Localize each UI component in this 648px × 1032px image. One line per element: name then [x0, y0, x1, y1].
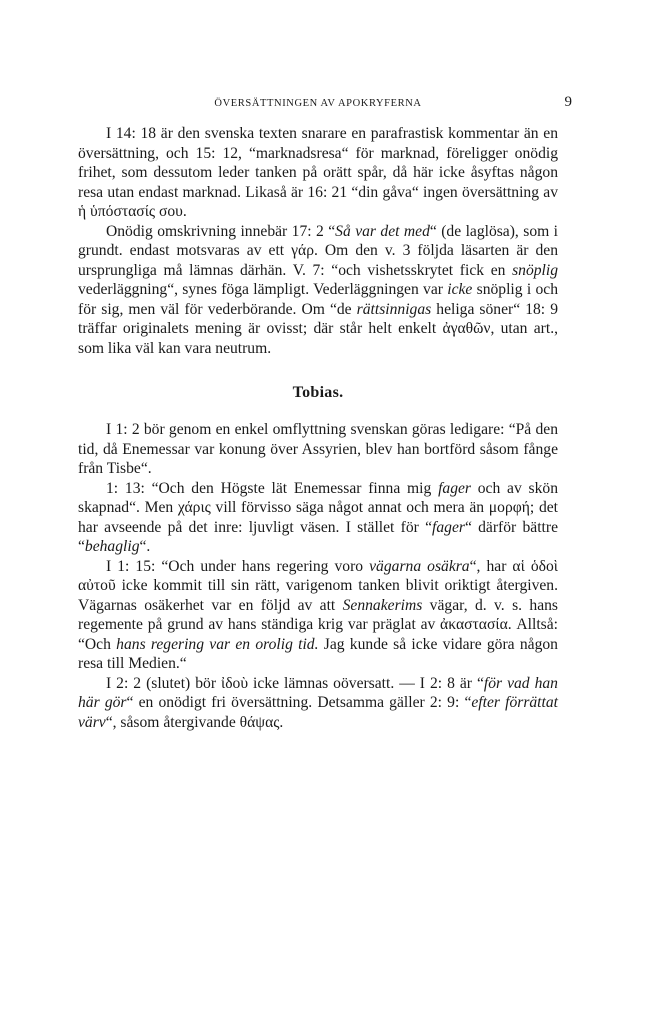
paragraph [78, 222, 558, 359]
text-run: Onödig omskrivning innebär 17: 2 “ [106, 222, 336, 240]
italic-text: för vad han här gör [78, 674, 558, 711]
text-run: “, har αἱ ὁδοὶ αὐτοῦ icke kommit till sin rätt, varigenom tanken blivit oriktigt återgiven. Vägarnas osäkerhet var en följd av att [78, 557, 558, 614]
italic-text: rättsinnigas [356, 300, 432, 318]
paragraph [78, 674, 558, 733]
text-run: heliga söner“ 18: 9 träffar originalets mening är ovisst; där står helt enkelt ἀγαθῶν, utan art., som lika väl kan vara neutrum. [78, 300, 558, 357]
book-page [78, 94, 572, 732]
text-run: Jag kunde så icke vidare göra någon resa till Medien.“ [78, 635, 558, 672]
italic-text: vägarna osäkra [369, 557, 470, 575]
italic-text: icke [447, 281, 473, 298]
text-run: vederläggning“, synes föga lämpligt. Vederläggningen var [78, 281, 448, 298]
text-run: “ en onödigt fri översättning. Detsamma gäller 2: 9: “ [126, 694, 472, 711]
text-run: “, såsom återgivande θάψας. [105, 713, 284, 731]
paragraph [78, 124, 558, 222]
paragraph [78, 420, 558, 479]
text-run: I 2: 2 (slutet) bör ἰδοὺ icke lämnas oöversatt. — I 2: 8 är “ [106, 674, 484, 692]
italic-text: behaglig [84, 538, 140, 555]
text-run: “ (de laglösa), som i grundt. endast motsvaras av ett γάρ. Om den v. 3 följda läsarten är den ursprungliga må lämnas därhän. V. 7: “och vishetsskrytet fick en [78, 222, 559, 279]
section-title: Tobias. [292, 384, 344, 401]
text-run: snöplig i och för sig, men väl för vederbörande. Om “de [78, 281, 558, 318]
running-title: ÖVERSÄTTNINGEN AV APOKRYFERNA [214, 98, 422, 109]
text-run: I 1: 2 bör genom en enkel omflyttning svenskan göras ledigare: “På den tid, då Enemessar var konung över Assyrien, blev han bortförd såsom fånge från Tisbe“. [78, 421, 558, 477]
text-run: “ därför bättre “ [78, 518, 558, 555]
page-number: 9 [564, 94, 572, 110]
italic-text: Sennakerims [342, 596, 423, 614]
text-run: och av skön skapnad“. Men χάρις vill förvisso säga något annat och mera än μορφή; det har avseende på det inre: ljuvligt väsen. I stället för “ [78, 479, 559, 536]
running-head [78, 94, 572, 114]
section-body-text [78, 420, 558, 732]
text-run: “. [139, 538, 151, 555]
paragraph [78, 479, 558, 557]
italic-text: Så var det med [335, 222, 430, 240]
text-run: 1: 13: “Och den Högste lät Enemessar finna mig [106, 479, 439, 497]
italic-text: snöplig [512, 261, 558, 279]
paragraph [78, 557, 558, 674]
body-text [78, 124, 558, 358]
text-run: I 14: 18 är den svenska texten snarare en parafrastisk kommentar än en översättning, och 15: 12, “marknadsresa“ för marknad, föreligger onödig frihet, som dessutom leder tanken på orätt spår, då här icke åsyftas någon resa utan endast marknad. Likaså är 16: 21 “din gåva“ ingen översättning av ἡ ὑπόστασίς σου. [78, 125, 558, 220]
italic-text: fager [432, 518, 465, 536]
italic-text: efter förrättat värv [78, 694, 558, 731]
text-run: vägar, d. v. s. hans regemente på grund av hans ständiga krig var präglat av ἀκαστασία. Alltså: “Och [78, 596, 558, 653]
italic-text: hans regering var en orolig tid. [116, 635, 319, 653]
text-run: I 1: 15: “Och under hans regering voro [106, 557, 370, 575]
italic-text: fager [438, 479, 471, 497]
